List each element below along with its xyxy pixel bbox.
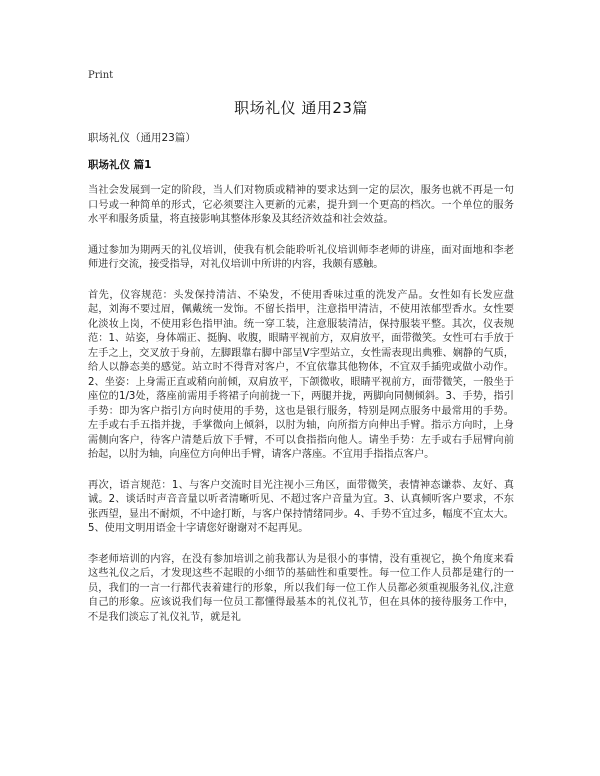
section-heading: 职场礼仪 篇1 xyxy=(88,159,152,171)
page-title: 职场礼仪 通用23篇 xyxy=(234,99,368,117)
paragraph-language: 再次，语言规范：1、与客户交流时目光注视小三角区，面带微笑，表情神态谦恭、友好、真诚。2、谈话时声音音量以听者清晰听见、不超过客户音量为宜。3、认真倾听客户要求，不东张西望，显出不耐烦，不中途打断，与客户保持情绪同步。4、手势不宜过多，幅度不宜太大。5、使用文明用语金十字请您好谢谢对不起再见。 xyxy=(88,479,514,534)
paragraph-intro: 当社会发展到一定的阶段，当人们对物质或精神的要求达到一定的层次，服务也就不再是一句口号或一种简单的形式，它必须要注入更新的元素，提升到一个更高的档次。一个单位的服务水平和服务质量，将直接影响其整体形象及其经济效益和社会效益。 xyxy=(88,185,514,225)
print-link[interactable]: Print xyxy=(88,70,114,81)
paragraph-appearance: 首先，仪容规范：头发保持清洁、不染发，不使用香味过重的洗发产品。女性如有长发应盘起，刘海不要过眉，佩戴统一发饰。不留长指甲，注意指甲清洁，不使用浓郁型香水。女性要化淡妆上岗，不使用彩色指甲油。统一穿工装，注意服装清洁，保持服装平整。其次，仪表规范：1、站姿，身体端正、挺胸、收腹，眼睛平视前方，双肩放平，面带微笑。女性可右手放于左手之上，交叉放于身前，左脚跟靠右脚中部呈V字型站立，女性需表现出典雅、娴静的气质，给人以静态美的感觉。站立时不得背对客户，不宜依靠其他物体，不宜双手插兜或做小动作。2、坐姿：上身需正直或稍向前倾，双肩放平，下颌微收，眼睛平视前方，面带微笑，一般坐于座位的1/3处，落座前需用手将裙子向前拢一下，两腿并拢，两脚向同侧倾斜。3、手势，指引手势：即为客户指引方向时使用的手势，这也是银行服务，特别是网点服务中最常用的手势。左手或右手五指并拢，手掌微向上倾斜，以肘为轴，向所指方向伸出手臂。指示方向时，上身需侧向客户，待客户清楚后放下手臂，不可以食指指向他人。请坐手势：左手或右手屈臂向前抬起，以肘为轴，向座位方向伸出手臂，请客户落座。不宜用手指指点客户。 xyxy=(88,289,514,460)
document-body xyxy=(88,184,514,641)
paragraph-training: 通过参加为期两天的礼仪培训，使我有机会能聆听礼仪培训师李老师的讲座，面对面地和李老师进行交流，接受指导，对礼仪培训中所讲的内容，我颇有感触。 xyxy=(88,244,514,270)
document-subtitle: 职场礼仪（通用23篇） xyxy=(88,132,196,144)
paragraph-reflection: 李老师培训的内容，在没有参加培训之前我都认为是很小的事情，没有重视它，换个角度来看这些礼仪之后，才发现这些不起眼的小细节的基础性和重要性。每一位工作人员都是建行的一员，我们的一言一行都代表着建行的形象，所以我们每一位工作人员都必须重视服务礼仪,注意自己的形象。应该说我们每一位员工都懂得最基本的礼仪礼节，但在具体的接待服务工作中，不是我们淡忘了礼仪礼节，就是礼 xyxy=(88,553,514,623)
